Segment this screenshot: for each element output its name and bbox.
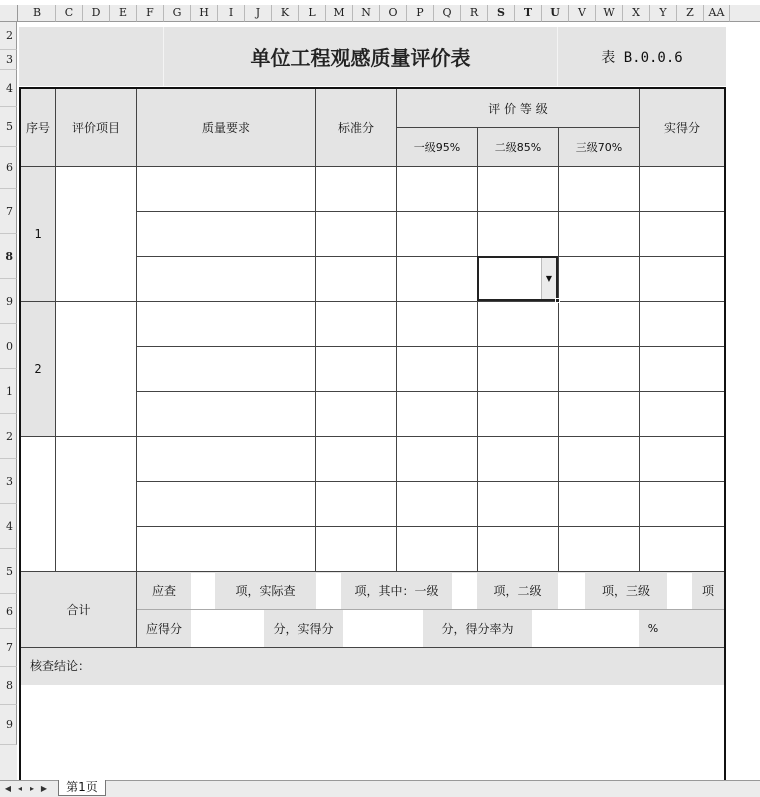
vline-g2	[558, 128, 559, 571]
column-header-d[interactable]: D	[83, 5, 110, 22]
column-header-r[interactable]: R	[461, 5, 488, 22]
header-item: 评价项目	[71, 121, 120, 135]
column-header-i[interactable]: I	[218, 5, 245, 22]
hline-header-bottom	[21, 166, 724, 167]
header-grade3: 三级70%	[575, 141, 623, 154]
header-standard-score: 标准分	[337, 121, 374, 135]
column-header-q[interactable]: Q	[434, 5, 461, 22]
score-c: 分，得分率为	[441, 622, 514, 636]
header-requirement: 质量要求	[201, 121, 250, 135]
check-white-1	[191, 573, 215, 609]
tab-first-button[interactable]: ◀	[4, 784, 12, 793]
hline-r10	[136, 391, 724, 392]
check-f: 项	[701, 584, 714, 598]
row-header-16[interactable]: 6	[0, 594, 17, 629]
row-header-18[interactable]: 8	[0, 667, 17, 705]
row-header-12[interactable]: 2	[0, 414, 17, 459]
tab-last-button[interactable]: ▶	[40, 784, 48, 793]
column-header-h[interactable]: H	[191, 5, 218, 22]
header-grade1: 一级95%	[413, 141, 461, 154]
column-header-j[interactable]: J	[245, 5, 272, 22]
dropdown-button[interactable]	[541, 258, 556, 299]
column-header-u[interactable]: U	[542, 5, 569, 22]
column-header-s[interactable]: S	[488, 5, 515, 22]
table-number: 表 B.0.0.6	[601, 49, 683, 66]
row-header-7[interactable]: 7	[0, 189, 17, 234]
column-header-w[interactable]: W	[596, 5, 623, 22]
column-header-y[interactable]: Y	[650, 5, 677, 22]
hline-g1-bottom	[21, 301, 724, 302]
column-header-l[interactable]: L	[299, 5, 326, 22]
header-grade2: 二级85%	[494, 141, 542, 154]
select-all-corner[interactable]	[0, 5, 18, 22]
vline-g1	[477, 128, 478, 571]
check-c: 项，其中：一级	[354, 584, 439, 598]
score-b: 分，实得分	[273, 622, 334, 636]
row-header-4[interactable]: 4	[0, 70, 17, 107]
column-header-t[interactable]: T	[515, 5, 542, 22]
row-header-6[interactable]: 6	[0, 147, 17, 189]
check-white-5	[667, 573, 692, 609]
hline-r7	[136, 256, 724, 257]
score-d: %	[647, 622, 659, 635]
hline-r6	[136, 211, 724, 212]
header-actual: 实得分	[663, 121, 700, 135]
tab-prev-button[interactable]: ◂	[17, 784, 22, 793]
check-e: 项，三级	[601, 584, 650, 598]
sheet-tab-page1[interactable]: 第1页	[58, 780, 106, 796]
row-header-11[interactable]: 1	[0, 369, 17, 414]
check-a: 应查	[151, 584, 176, 598]
column-header-v[interactable]: V	[569, 5, 596, 22]
column-header-n[interactable]: N	[353, 5, 380, 22]
column-header-p[interactable]: P	[407, 5, 434, 22]
column-header-x[interactable]: X	[623, 5, 650, 22]
column-header-b[interactable]: B	[19, 5, 56, 22]
border-right	[724, 87, 726, 780]
row-header-19[interactable]: 9	[0, 705, 17, 745]
vline-item	[136, 89, 137, 647]
row-header-9[interactable]: 9	[0, 279, 17, 324]
column-header-g[interactable]: G	[164, 5, 191, 22]
check-white-3	[452, 573, 477, 609]
row-header-5[interactable]: 5	[0, 107, 17, 147]
column-header-f[interactable]: F	[137, 5, 164, 22]
row-header-15[interactable]: 5	[0, 549, 17, 594]
column-header-c[interactable]: C	[56, 5, 83, 22]
column-header-z[interactable]: Z	[677, 5, 704, 22]
sheet-tab-bar	[0, 780, 760, 797]
row-header-10[interactable]: 0	[0, 324, 17, 369]
check-d: 项，二级	[493, 584, 542, 598]
group2-seq: 2	[34, 362, 42, 376]
check-b: 项，实际查	[235, 584, 296, 598]
row-header-14[interactable]: 4	[0, 504, 17, 549]
score-white-3	[532, 610, 639, 647]
score-a: 应得分	[145, 622, 182, 636]
score-white-1	[191, 610, 264, 647]
check-white-4	[558, 573, 585, 609]
row-header-17[interactable]: 7	[0, 629, 17, 667]
score-white-2	[343, 610, 423, 647]
column-header-m[interactable]: M	[326, 5, 353, 22]
column-header-k[interactable]: K	[272, 5, 299, 22]
column-header-e[interactable]: E	[110, 5, 137, 22]
hline-r13	[136, 526, 724, 527]
chevron-down-icon: ▼	[545, 274, 553, 283]
total-label: 合计	[66, 603, 91, 617]
check-white-2	[316, 573, 341, 609]
hline-g2-bottom	[21, 436, 724, 437]
header-grade: 评 价 等 级	[488, 101, 548, 116]
row-header-13[interactable]: 3	[0, 459, 17, 504]
fill-handle[interactable]	[555, 298, 560, 303]
tab-next-button[interactable]: ▸	[29, 784, 34, 793]
column-header-aa[interactable]: AA	[704, 5, 730, 22]
form-title: 单位工程观感质量评价表	[250, 46, 471, 70]
row-header-2[interactable]: 2	[0, 22, 17, 50]
hline-r9	[136, 346, 724, 347]
group1-seq: 1	[34, 227, 42, 241]
header-seq: 序号	[25, 121, 50, 135]
hline-r12	[136, 481, 724, 482]
column-header-o[interactable]: O	[380, 5, 407, 22]
conclusion-label: 核查结论：	[30, 659, 91, 673]
row-header-3[interactable]: 3	[0, 50, 17, 70]
row-header-8[interactable]: 8	[0, 234, 17, 279]
